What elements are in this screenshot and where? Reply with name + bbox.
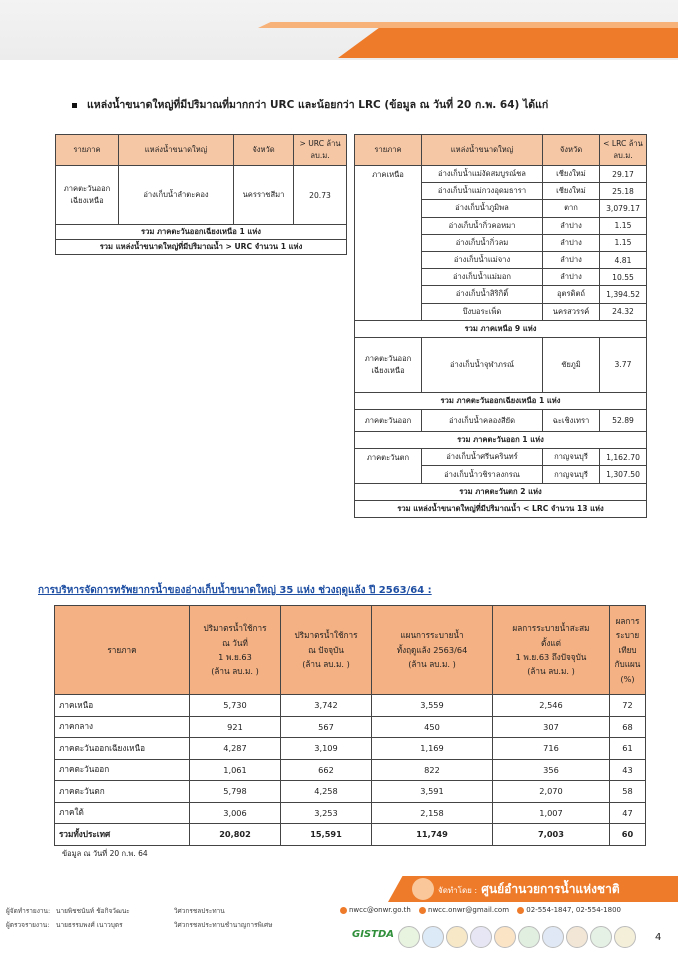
value-cell: 567 <box>281 716 372 738</box>
region-cell: ภาคตะวันออก <box>355 410 422 432</box>
value-cell: 307 <box>493 716 610 738</box>
value-cell: 43 <box>610 759 646 781</box>
contact-phone: 02-554-1847, 02-554-1800 <box>526 906 621 914</box>
total-row <box>55 824 646 846</box>
value-cell: 4,287 <box>190 738 281 760</box>
reservoir-cell: อ่างเก็บน้ำภูมิพล <box>422 200 543 217</box>
region-cell: ภาคใต้ <box>55 802 190 824</box>
value-cell: 3,253 <box>281 802 372 824</box>
partner-logo-icon <box>542 926 564 948</box>
table-row <box>55 738 646 760</box>
partner-logo-icon <box>494 926 516 948</box>
top-decor-band <box>338 28 678 58</box>
table-row <box>355 166 647 183</box>
lrc-table <box>354 134 647 518</box>
col-header-reservoir: แหล่งน้ำขนาดใหญ่ <box>422 135 543 166</box>
province-cell: เชียงใหม่ <box>543 183 600 200</box>
value-cell: 921 <box>190 716 281 738</box>
province-cell: เชียงใหม่ <box>543 166 600 183</box>
partner-logo-icon <box>590 926 612 948</box>
col-header-volume-now: ปริมาตรน้ำใช้การ ณ ปัจจุบัน (ล้าน ลบ.ม. ) <box>281 606 372 695</box>
value-cell: 15,591 <box>281 824 372 846</box>
value-cell: 11,749 <box>372 824 493 846</box>
value-cell: 450 <box>372 716 493 738</box>
value-cell: 3,591 <box>372 781 493 803</box>
col-header-volume-nov: ปริมาตรน้ำใช้การ ณ วันที่ 1 พ.ย.63 (ล้าน ลบ.ม. ) <box>190 606 281 695</box>
value-cell: 25.18 <box>600 183 647 200</box>
province-cell: กาญจนบุรี <box>543 466 600 483</box>
region-cell: ภาคตะวันออกเฉียงเหนือ <box>55 738 190 760</box>
value-cell: 1,394.52 <box>600 286 647 303</box>
value-cell: 58 <box>610 781 646 803</box>
province-cell: นครราชสีมา <box>234 166 294 225</box>
value-cell: 5,730 <box>190 695 281 717</box>
table-row <box>55 716 646 738</box>
province-cell: ลำปาง <box>543 269 600 286</box>
bullet-icon <box>72 103 77 108</box>
reservoir-cell: อ่างเก็บน้ำสิริกิติ์ <box>422 286 543 303</box>
region-cell: ภาคตะวันออก <box>55 759 190 781</box>
province-cell: กาญจนบุรี <box>543 449 600 466</box>
region-cell: ภาคตะวันออกเฉียงเหนือ <box>56 166 119 225</box>
value-cell: 5,798 <box>190 781 281 803</box>
contact-web[interactable]: nwcc@onwr.go.th <box>349 906 411 914</box>
phone-icon <box>517 907 524 914</box>
col-header-province: จังหวัด <box>234 135 294 166</box>
value-cell: 61 <box>610 738 646 760</box>
footer-contact <box>334 906 621 914</box>
subtotal-row: รวม ภาคตะวันตก 2 แห่ง <box>355 483 647 500</box>
col-header-lrc: < LRC ล้าน ลบ.ม. <box>600 135 647 166</box>
province-cell: ลำปาง <box>543 217 600 234</box>
value-cell: 47 <box>610 802 646 824</box>
footer-credits: ผู้จัดทำรายงาน: นายพิชชนันท์ ช้อกิจวัฒนะ วิศวกรชลประทาน ผู้ตรวจรายงาน: นายธรรมพงศ์ เนาวบุตร วิศวกรชลประทานชำนาญการพิเศษ <box>6 907 273 929</box>
province-cell: ฉะเชิงเทรา <box>543 410 600 432</box>
partner-logo-icon <box>566 926 588 948</box>
table-row <box>55 781 646 803</box>
province-cell: ลำปาง <box>543 251 600 268</box>
province-cell: ตาก <box>543 200 600 217</box>
top-decor-stripe <box>258 22 678 28</box>
value-cell: 1,169 <box>372 738 493 760</box>
col-header-release-plan: แผนการระบายน้ำ ทั้งฤดูแล้ง 2563/64 (ล้าน ลบ.ม. ) <box>372 606 493 695</box>
value-cell: 7,003 <box>493 824 610 846</box>
value-cell: 3,559 <box>372 695 493 717</box>
col-header-province: จังหวัด <box>543 135 600 166</box>
col-header-reservoir: แหล่งน้ำขนาดใหญ่ <box>119 135 234 166</box>
subtotal-row: รวม ภาคตะวันออก 1 แห่ง <box>355 432 647 449</box>
partner-logo-icon <box>518 926 540 948</box>
value-cell: 716 <box>493 738 610 760</box>
table-row <box>55 695 646 717</box>
value-cell: 3,109 <box>281 738 372 760</box>
partner-logo-icon <box>446 926 468 948</box>
province-cell: ลำปาง <box>543 234 600 251</box>
reservoir-cell: อ่างเก็บน้ำกิ่วลม <box>422 234 543 251</box>
value-cell: 20.73 <box>294 166 347 225</box>
value-cell: 20,802 <box>190 824 281 846</box>
value-cell: 1.15 <box>600 234 647 251</box>
subtotal-row: รวม ภาคเหนือ 9 แห่ง <box>355 320 647 337</box>
value-cell: 1,307.50 <box>600 466 647 483</box>
reservoir-cell: อ่างเก็บน้ำแม่จาง <box>422 251 543 268</box>
region-cell: ภาคเหนือ <box>355 166 422 321</box>
table-row <box>355 410 647 432</box>
urc-table <box>55 134 347 255</box>
table-row <box>56 166 347 225</box>
reservoir-cell: อ่างเก็บน้ำวชิราลงกรณ <box>422 466 543 483</box>
value-cell: 72 <box>610 695 646 717</box>
col-header-region: รายภาค <box>355 135 422 166</box>
gistda-logo: GISTDA <box>352 929 394 940</box>
value-cell: 1,061 <box>190 759 281 781</box>
value-cell: 4.81 <box>600 251 647 268</box>
table-row <box>55 802 646 824</box>
value-cell: 68 <box>610 716 646 738</box>
col-header-region: รายภาค <box>56 135 119 166</box>
table-row <box>355 449 647 466</box>
partner-logo-icon <box>614 926 636 948</box>
partner-logos <box>352 926 642 948</box>
col-header-region: รายภาค <box>55 606 190 695</box>
partner-logo-icon <box>398 926 420 948</box>
management-table <box>54 605 646 846</box>
value-cell: 1,162.70 <box>600 449 647 466</box>
reservoir-cell: อ่างเก็บน้ำแม่งัดสมบูรณ์ชล <box>422 166 543 183</box>
value-cell: 1,007 <box>493 802 610 824</box>
reservoir-cell: อ่างเก็บน้ำกิ่วคอหมา <box>422 217 543 234</box>
region-cell: ภาคกลาง <box>55 716 190 738</box>
region-cell: ภาคตะวันออกเฉียงเหนือ <box>355 337 422 392</box>
col-header-urc: > URC ล้าน ลบ.ม. <box>294 135 347 166</box>
total-row: รวม แหล่งน้ำขนาดใหญ่ที่มีปริมาณน้ำ > URC จำนวน 1 แห่ง <box>56 240 347 255</box>
footer <box>0 876 678 960</box>
value-cell: 60 <box>610 824 646 846</box>
reservoir-cell: อ่างเก็บน้ำจุฬาภรณ์ <box>422 337 543 392</box>
reservoir-cell: อ่างเก็บน้ำแม่กวงอุดมธารา <box>422 183 543 200</box>
reservoir-cell: อ่างเก็บน้ำแม่มอก <box>422 269 543 286</box>
reservoir-cell: อ่างเก็บน้ำลำตะคอง <box>119 166 234 225</box>
region-cell: รวมทั้งประเทศ <box>55 824 190 846</box>
value-cell: 3,079.17 <box>600 200 647 217</box>
value-cell: 2,158 <box>372 802 493 824</box>
reservoir-cell: อ่างเก็บน้ำคลองสียัด <box>422 410 543 432</box>
col-header-release-actual: ผลการระบายน้ำสะสม ตั้งแต่ 1 พ.ย.63 ถึงปัจจุบัน (ล้าน ลบ.ม. ) <box>493 606 610 695</box>
management-title: การบริหารจัดการทรัพยากรน้ำของอ่างเก็บน้ำขนาดใหญ่ 35 แห่ง ช่วงฤดูแล้ง ปี 2563/64 : <box>38 585 432 596</box>
value-cell: 4,258 <box>281 781 372 803</box>
data-date-note: ข้อมูล ณ วันที่ 20 ก.พ. 64 <box>62 849 148 858</box>
value-cell: 3,006 <box>190 802 281 824</box>
reservoir-cell: อ่างเก็บน้ำศรีนครินทร์ <box>422 449 543 466</box>
contact-email[interactable]: nwcc.onwr@gmail.com <box>428 906 510 914</box>
reservoir-cell: บึงบอระเพ็ด <box>422 303 543 320</box>
value-cell: 662 <box>281 759 372 781</box>
value-cell: 2,546 <box>493 695 610 717</box>
subtotal-row: รวม ภาคตะวันออกเฉียงเหนือ 1 แห่ง <box>56 225 347 240</box>
water-drop-logo-icon <box>412 878 434 900</box>
region-cell: ภาคตะวันตก <box>55 781 190 803</box>
value-cell: 52.89 <box>600 410 647 432</box>
footer-org: จัดทำโดย : ศูนย์อำนวยการน้ำแห่งชาติ <box>438 882 620 896</box>
table-row <box>355 337 647 392</box>
subtotal-row: รวม ภาคตะวันออกเฉียงเหนือ 1 แห่ง <box>355 392 647 409</box>
region-cell: ภาคเหนือ <box>55 695 190 717</box>
col-header-percent: ผลการ ระบายเทียบ กับแผน (%) <box>610 606 646 695</box>
partner-logo-icon <box>422 926 444 948</box>
value-cell: 3,742 <box>281 695 372 717</box>
region-cell: ภาคตะวันตก <box>355 449 422 483</box>
value-cell: 29.17 <box>600 166 647 183</box>
value-cell: 356 <box>493 759 610 781</box>
value-cell: 24.32 <box>600 303 647 320</box>
province-cell: นครสวรรค์ <box>543 303 600 320</box>
value-cell: 10.55 <box>600 269 647 286</box>
web-icon <box>340 907 347 914</box>
section-heading: แหล่งน้ำขนาดใหญ่ที่มีปริมาณที่มากกว่า URC และน้อยกว่า LRC (ข้อมูล ณ วันที่ 20 ก.พ. 64) ได้แก่ <box>72 96 548 113</box>
value-cell: 1.15 <box>600 217 647 234</box>
province-cell: ชัยภูมิ <box>543 337 600 392</box>
value-cell: 822 <box>372 759 493 781</box>
province-cell: อุตรดิตถ์ <box>543 286 600 303</box>
page-number: 4 <box>655 932 662 943</box>
value-cell: 3.77 <box>600 337 647 392</box>
table-row <box>55 759 646 781</box>
value-cell: 2,070 <box>493 781 610 803</box>
total-row: รวม แหล่งน้ำขนาดใหญ่ที่มีปริมาณน้ำ < LRC จำนวน 13 แห่ง <box>355 500 647 517</box>
partner-logo-icon <box>470 926 492 948</box>
email-icon <box>419 907 426 914</box>
